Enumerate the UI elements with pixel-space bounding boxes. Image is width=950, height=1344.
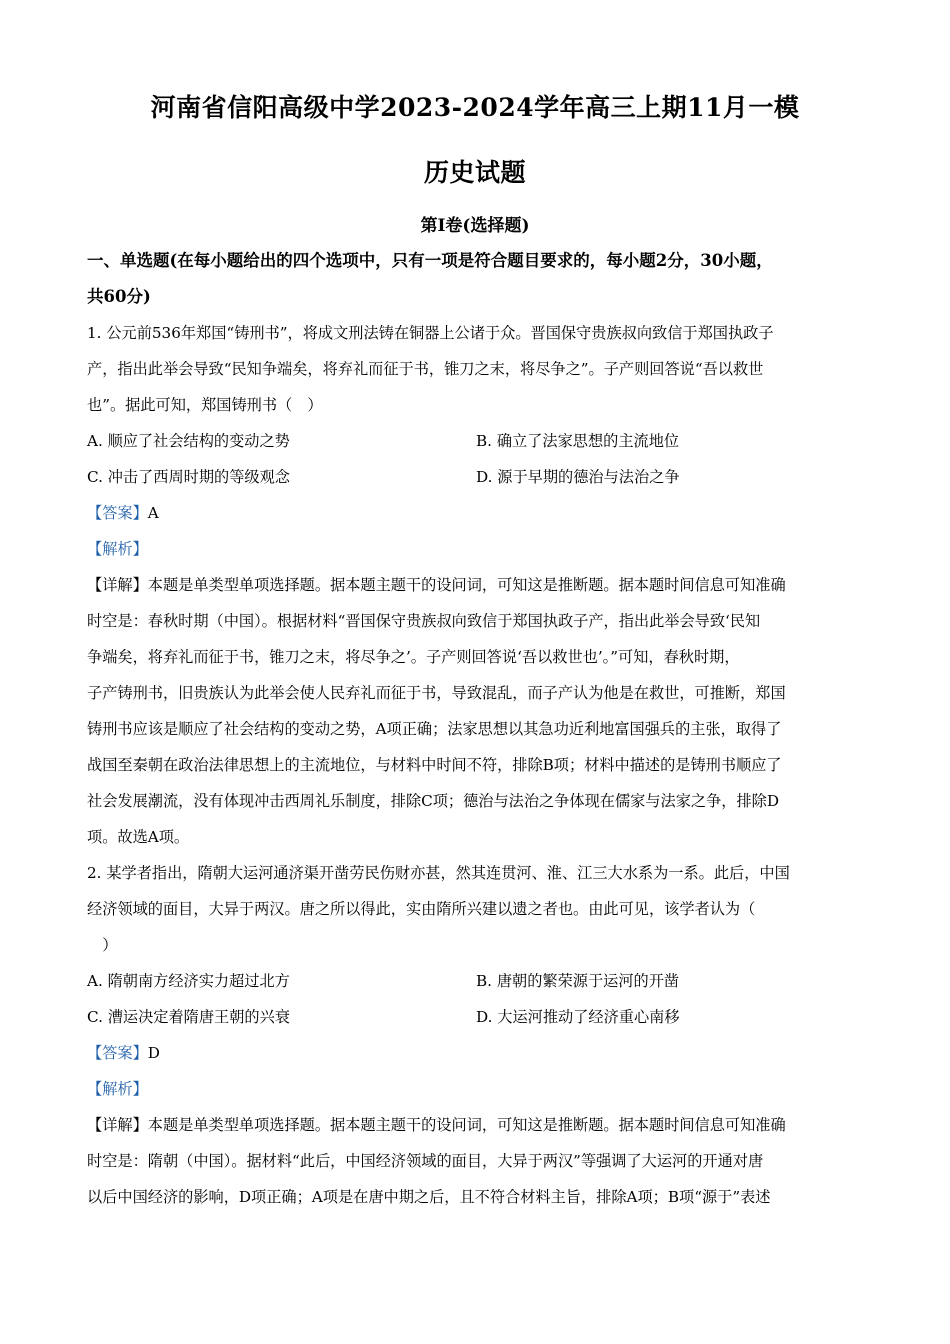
exam-title: 河南省信阳高级中学2023-2024学年高三上期11月一模: [150, 93, 800, 122]
question-2-option-a: A. 隋朝南方经济实力超过北方: [87, 972, 290, 990]
question-2-option-c: C. 漕运决定着隋唐王朝的兴衰: [87, 1008, 290, 1026]
question-2-option-b: B. 唐朝的繁荣源于运河的开凿: [476, 972, 680, 990]
answer-value: A: [147, 504, 159, 522]
question-1-detail-line-4: 子产铸刑书，旧贵族认为此举会使人民弃礼而征于书，导致混乱，而子产认为他是在救世，可推断，郑国: [87, 684, 786, 702]
question-2-options-row-1: [87, 963, 877, 999]
question-1-stem-line-2: 产，指出此举会导致“民知争端矣，将弃礼而征于书，锥刀之末，将尽争之”。子产则回答说“吾以救世: [87, 360, 764, 378]
question-1-detail-line-1: 【详解】本题是单类型单项选择题。据本题主题干的设问词，可知这是推断题。据本题时间信息可知准确: [87, 576, 786, 594]
question-2-detail-line-3: 以后中国经济的影响，D项正确；A项是在唐中期之后，且不符合材料主旨，排除A项；B项“源于”表述: [87, 1188, 771, 1206]
question-1-detail-line-5: 铸刑书应该是顺应了社会结构的变动之势，A项正确；法家思想以其急功近利地富国强兵的主张，取得了: [87, 720, 782, 738]
content-body: [87, 243, 877, 1215]
question-2-detail-line-1: 【详解】本题是单类型单项选择题。据本题主题干的设问词，可知这是推断题。据本题时间信息可知准确: [87, 1116, 786, 1134]
question-2-analysis: [87, 1071, 877, 1107]
question-1-answer: [87, 495, 877, 531]
question-2: [87, 855, 877, 1215]
question-2-option-d: D. 大运河推动了经济重心南移: [476, 1008, 680, 1026]
analysis-label: 【解析】: [87, 540, 148, 558]
question-2-stem-line-3: ）: [87, 936, 118, 954]
volume-heading: 第Ⅰ卷(选择题): [420, 216, 530, 236]
question-1-detail-line-2: 时空是：春秋时期（中国）。根据材料“晋国保守贵族叔向致信于郑国执政子产，指出此举会导致‘民知: [87, 612, 761, 630]
section-heading-line-1: 一、单选题(在每小题给出的四个选项中，只有一项是符合题目要求的，每小题2分，30小题，: [87, 251, 773, 270]
question-2-detail-line-2: 时空是：隋朝（中国）。据材料“此后，中国经济领域的面目，大异于两汉”等强调了大运河的开通对唐: [87, 1152, 764, 1170]
answer-label: 【答案】: [87, 1044, 148, 1062]
question-2-answer: [87, 1035, 877, 1071]
question-1-options-row-2: [87, 459, 877, 495]
question-1-options-row-1: [87, 423, 877, 459]
question-2-stem-line-1: 2. 某学者指出，隋朝大运河通济渠开凿劳民伤财亦甚，然其连贯河、淮、江三大水系为一系。此后，中国: [87, 864, 790, 882]
question-1-detail-line-7: 社会发展潮流，没有体现冲击西周礼乐制度，排除C项；德治与法治之争体现在儒家与法家之争，排除D: [87, 792, 780, 810]
question-2-options-row-2: [87, 999, 877, 1035]
analysis-label: 【解析】: [87, 1080, 148, 1098]
question-1-stem-line-1: 1. 公元前536年郑国“铸刑书”，将成文刑法铸在铜器上公诸于众。晋国保守贵族叔向致信于郑国执政子: [87, 324, 774, 342]
question-1-analysis: [87, 531, 877, 567]
question-1-detail-line-3: 争端矣，将弃礼而征于书，锥刀之末，将尽争之’。子产则回答说‘吾以救世也’。”可知，春秋时期，: [87, 648, 740, 666]
question-1-option-a: A. 顺应了社会结构的变动之势: [87, 432, 290, 450]
answer-value: D: [147, 1044, 160, 1062]
exam-subject: 历史试题: [423, 158, 526, 187]
question-1-detail-line-6: 战国至秦朝在政治法律思想上的主流地位，与材料中时间不符，排除B项；材料中描述的是铸刑书顺应了: [87, 756, 782, 774]
question-1-option-b: B. 确立了法家思想的主流地位: [476, 432, 680, 450]
answer-label: 【答案】: [87, 504, 148, 522]
question-1-detail-line-8: 项。故选A项。: [87, 828, 190, 846]
question-1: [87, 315, 877, 855]
question-1-option-c: C. 冲击了西周时期的等级观念: [87, 468, 290, 486]
section-heading-line-2: 共60分): [87, 287, 151, 306]
question-1-option-d: D. 源于早期的德治与法治之争: [476, 468, 680, 486]
question-2-stem-line-2: 经济领域的面目，大异于两汉。唐之所以得此，实由隋所兴建以遗之者也。由此可见，该学者认为（: [87, 900, 756, 918]
question-1-stem-line-3: 也”。据此可知，郑国铸刑书（ ）: [87, 396, 323, 414]
